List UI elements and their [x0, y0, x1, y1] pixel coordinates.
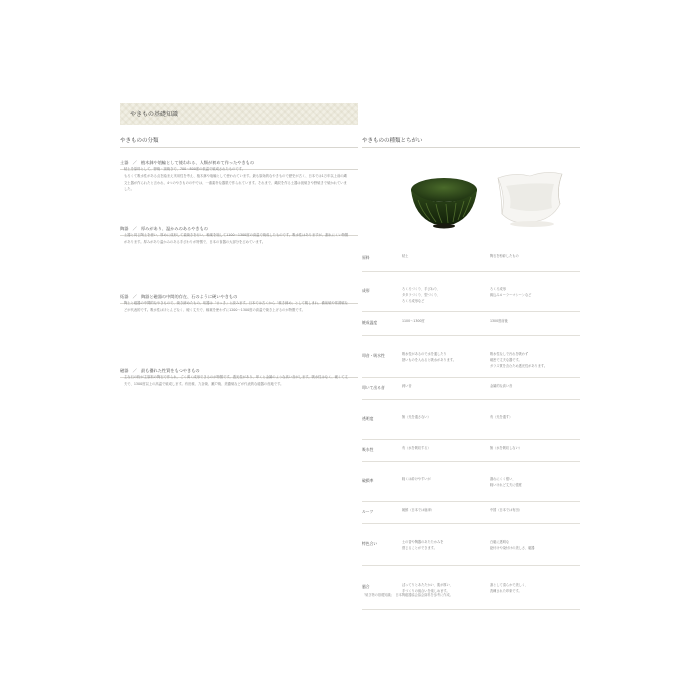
porcelain-value: 凛として清らかで美しく、 洗練された印象です。 — [490, 583, 529, 593]
comparison-row — [362, 566, 580, 610]
comparison-row — [362, 272, 580, 312]
header-bar — [120, 103, 358, 125]
comparison-row — [362, 246, 580, 272]
row-label: 風合 — [362, 584, 370, 589]
right-heading: やきものの種類とちがい — [362, 138, 423, 144]
pottery-value: 朝鮮（日本では唐津） — [402, 508, 434, 512]
footer-note: 「焼き物の基礎知識」 日本陶磁器協会協会資料を参考に作成。 — [362, 593, 453, 597]
porcelain-value: 陶石を粉砕したもの — [490, 254, 519, 258]
pottery-value: ぽってりとあたたかい、肌が厚い、 手づくりの風合いを楽しめます。 — [402, 583, 453, 593]
pottery-value: 無（光を通さない） — [402, 415, 431, 419]
right-heading-rule — [362, 147, 580, 148]
pottery-bowl-image — [406, 160, 482, 238]
pottery-value: 土の香や陶器のあたたかみを 感じることができます。 — [402, 540, 444, 550]
section-label: 陶器 ／ 厚みがあり、温かみのあるやきもの — [120, 226, 208, 231]
row-label: 成形 — [362, 288, 370, 293]
comparison-row — [362, 502, 580, 524]
comparison-row — [362, 524, 580, 566]
row-label: 叩いて出る音 — [362, 385, 385, 390]
row-label: 特色合い — [362, 541, 378, 546]
pottery-value: 有（水を吸収する） — [402, 446, 431, 450]
porcelain-value: 有（光を通す） — [490, 415, 513, 419]
pottery-value: 粘土 — [402, 254, 409, 258]
comparison-row — [362, 312, 580, 336]
comparison-row — [362, 336, 580, 378]
section-text: 陶土と磁器の中間的なやきもので、焼き締めたもの。炻器は「せっき」と読みます。日本では古くから「焼き締め」として親しまれ、備前焼や常滑焼などが代表的です。吸水性はほとんどなく、硬く丈夫で、釉薬を使わずに1200～1300度の高温で焼き上げるのが特徴です。 — [124, 301, 348, 312]
pottery-value: 軽くは砕けやすいが — [402, 477, 431, 481]
section-text: 主な石の粉が主原料の陶石で作られ、ごく薄く成形できるのが特徴です。透光性があり、叩くと金属のような高い音がします。吸水性はなく、硬くて丈夫で、1300度以上の高温で焼成します。有田焼、九谷焼、瀬戸焼、美濃焼などが代表的な磁器の産地です。 — [124, 375, 348, 386]
row-label: 原料 — [362, 255, 370, 260]
porcelain-value: 無（水を吸収しない） — [490, 446, 522, 450]
porcelain-value: 白磁に透明な 絵付けや染付けの美しさ、磁器 — [490, 540, 535, 550]
section-label: 磁器 ／ 最も優れた性質をもつやきもの — [120, 368, 200, 373]
porcelain-dish-image — [492, 160, 568, 238]
header-title: やきもの基礎知識 — [130, 111, 179, 118]
row-divider — [362, 609, 580, 610]
left-heading-rule — [120, 147, 358, 148]
comparison-row — [362, 400, 580, 440]
section-text: 粘土を原料として、野焼・窯焼きで、700～800度の低温で焼成されたものです。 もろくて吸水性がある点を踏まえ実用性を考え、植木鉢や埴輪として使われています。最も原始的なやきもので歴史が古く、日本では1万年以上前の縄文土器が作られたと言われ、4つのやきものの中では、一番素朴な器肌で作られています。それまで、縄紋を作る土器は仮焼きや野焼きで焼かれていました。 — [124, 167, 347, 192]
row-label: 吸水性 — [362, 447, 374, 452]
porcelain-value: 金属的な高い音 — [490, 384, 513, 388]
pottery-value: 吸水性があるので水を通したり 熱いものを入れると吸水があります。 — [402, 352, 456, 362]
row-label: ルーツ — [362, 509, 374, 514]
row-label: 透明度 — [362, 416, 374, 421]
section-label: 炻器 ／ 陶器と磁器の中間的存在、石のように硬いやきもの — [120, 294, 238, 299]
row-label: 焼成温度 — [362, 320, 378, 325]
row-label: 破損率 — [362, 478, 374, 483]
section-text: 土器と同じ陶土を使い、厚めに成形して素焼きを行い、釉薬を施して1100～1300度の高温で焼成したものです。吸水性はありますが、割れにくい特徴があります。厚みがあり温かみのある手ざわりが特徴で、日本の食器の大部分を占めています。 — [124, 233, 349, 244]
section-label: 土器 ／ 植木鉢や埴輪として使われる、人類が初めて作ったやきもの — [120, 160, 255, 165]
left-heading: やきものの分類 — [120, 138, 159, 144]
comparison-row — [362, 462, 580, 502]
pottery-value: 鈍い音 — [402, 384, 412, 388]
porcelain-value: 割れにくく強い、 軽いけれど丈夫に強度 — [490, 477, 522, 487]
porcelain-value: 1300度前後 — [490, 319, 508, 323]
pottery-value: 1100～1300度 — [402, 319, 425, 323]
porcelain-value: 中国（日本では有田） — [490, 508, 522, 512]
porcelain-value: ろくろ成形 鋳込みローラーマシーンなど — [490, 287, 532, 297]
row-label: 叩音・吸水性 — [362, 353, 385, 358]
comparison-row — [362, 440, 580, 462]
comparison-row — [362, 378, 580, 400]
pottery-value: ろくろづくり、手びねり、 タタラづくり、型づくり、 ろくろ成形など — [402, 287, 441, 303]
porcelain-value: 吸水性なしで汚れを吸わず 緻密で丈夫な器です。 ガラス質を含むため透光性があります。 — [490, 352, 548, 368]
